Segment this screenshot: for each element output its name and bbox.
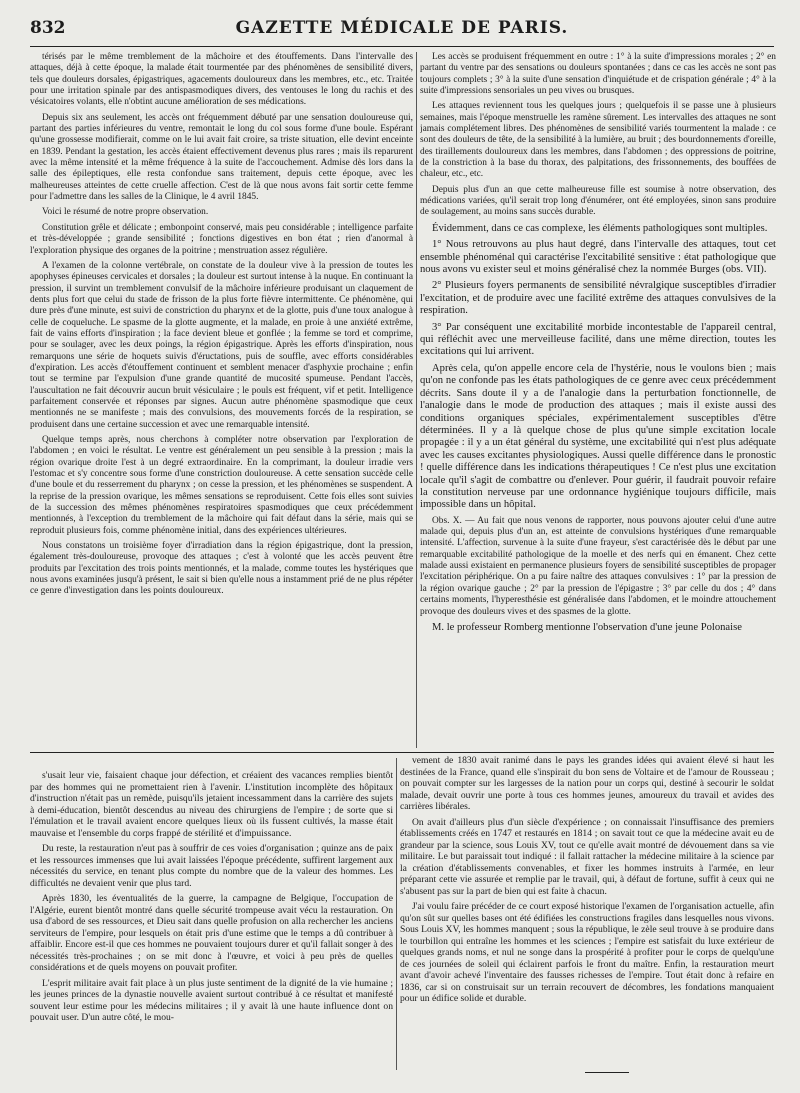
page-number: 832	[30, 18, 66, 38]
paragraph: térisés par le même tremblement de la mâchoire et des étouffements. Dans l'intervalle des attaques, déjà à cette époque, la malade était tourmentée par des phénomènes de sensibilité divers, tels que douleurs dorsales, épigastriques, agacements douloureux dans les membres, etc., etc. Traitée pour une irritation spinale par des antispasmodiques divers, des ventouses le long du rachis et des vésicatoires volants, elle n'obtint aucune amélioration de ses médications.	[30, 52, 413, 108]
top-right-column	[420, 52, 776, 748]
paragraph: Depuis six ans seulement, les accès ont fréquemment débuté par une sensation douloureuse qui, partant des parties inférieures du ventre, remontait le long du col sous forme d'une boule. Espérant qu'une grossesse modifierait, comme on le lui avait fait croire, sa triste situation, elle devint enceinte en 1839. Pendant la gestation, les accès étaient effectivement devenus plus rares ; mais ils reparurent avec la même intensité et la même fréquence à la suite de l'accouchement. Admise dès lors dans la salle des épileptiques, elle resta confondue sans traitement, depuis cette époque, avec les malheureuses atteintes de cette cruelle affection. C'est de là que nous avons fait sortir cette femme pour l'admettre dans les salles de la Clinique, le 4 avril 1845.	[30, 112, 413, 203]
paragraph: Évidemment, dans ce cas complexe, les éléments pathologiques sont multiples.	[432, 222, 768, 234]
header-rule	[30, 46, 774, 47]
paragraph: Depuis plus d'un an que cette malheureuse fille est soumise à notre observation, des médications variées, qu'il serait trop long d'énumérer, ont été employées, sinon sans produire de soulagement, au moins sans succès durable.	[420, 184, 776, 218]
end-rule	[585, 1072, 629, 1073]
paragraph: Quelque temps après, nous cherchons à compléter notre observation par l'exploration de l'abdomen ; en voici le résultat. Le ventre est généralement un peu sensible à la pression ; mais la région ovarique droite l'est à un degré extraordinaire. En la comprimant, la douleur irradie vers l'estomac et s'y concentre sous forme d'une constriction douloureuse. A cette sensation succède celle d'une boule et du resserrement du pharynx ; on cesse la pression, et les phénomènes se suspendent. A la reprise de la pression ovarique, les mêmes sensations se reproduisent. Cette fois elles sont suivies de la succession des mêmes phénomènes respiratoires spasmodiques que ceux précédemment mentionnés, à l'exception du tremblement de la mâchoire qui fait défaut dans la série, mais qui se reproduit plusieurs fois, comme phénomène initial, dans des expériences ultérieures.	[30, 435, 413, 536]
paragraph: 3° Par conséquent une excitabilité morbide incontestable de l'appareil central, qui réfléchit avec une merveilleuse facilité, dans une même direction, toutes les excitations qui lui arrivent.	[420, 321, 776, 358]
paragraph: L'esprit militaire avait fait place à un plus juste sentiment de la dignité de la vie humaine ; les jeunes princes de la dynastie nouvelle avaient surtout contribué à ce résultat et manifesté souvent leur estime pour les médecins militaires ; il y avait là une haute influence dont on pouvait user. D'un autre côté, le mou-	[30, 977, 393, 1023]
paragraph: Constitution grêle et délicate ; embonpoint conservé, mais peu considérable ; intelligence parfaite et très-développée ; grande sensibilité ; fonctions digestives en bon état ; rien d'anormal à l'exploration physique des organes de la poitrine ; menstruation assez régulière.	[30, 222, 413, 256]
column-divider	[416, 52, 417, 748]
paragraph: Obs. X. — Au fait que nous venons de rapporter, nous pouvons ajouter celui d'une autre malade qui, depuis plus d'un an, est atteinte de convulsions hystériques d'une remarquable intensité. L'affection, survenue à la suite d'une frayeur, s'est caractérisée dès le début par une remarquable excitabilité pathologique de la moelle et des nerfs qui en émanent. Chez cette malade aussi existaient en permanence plusieurs foyers de sensibilité susceptibles de propager l'excitation périphérique. On a pu faire naître des attaques convulsives : 1° par la pression de la région ovarique gauche ; 2° par la pression de l'épigastre ; 3° par celle du dos ; 4° dans certains moments, l'hyperesthésie est généralisée dans l'abdomen, et le moindre attouchement provoque des douleurs vives et des spasmes de la glotte.	[420, 515, 776, 617]
paragraph: Après 1830, les éventualités de la guerre, la campagne de Belgique, l'occupation de l'Algérie, eurent bientôt montré dans quelle sécurité trompeuse avait vécu la restauration. On usa d'abord de ses ressources, et Dieu sait dans quelle profusion on alla rechercher les anciens serviteurs de l'empire, pour lesquels on était pris d'une estime que le temps a dû contribuer à affaiblir. Encore est-il que ces hommes ne pouvaient toujours durer et qu'il fallait songer à des nécessités très-prochaines ; on se mit donc à l'œuvre, et voici à peu près de quelles considérations et de quels moyens on pouvait profiter.	[30, 893, 393, 973]
section-rule	[30, 752, 774, 753]
bottom-right-column	[400, 755, 774, 1070]
paragraph: J'ai voulu faire précéder de ce court exposé historique l'examen de l'organisation actuelle, afin qu'on sût sur quelles bases ont été édifiées les constructions fragiles dans lesquelles nous vivons. Sous Louis XV, les hommes manquent ; sous la république, le zèle seul trouve à se produire dans le tourbillon qui entraîne les hommes et les sciences ; l'empire est satisfait du luxe extérieur de quelques grands noms, et nul ne songe dans la prospérité à profiter pour le corps de quelqu'une de ces journées de soleil qui éclairent parfois le front du maître. Enfin, la restauration meurt avant d'avoir achevé l'inventaire des fausses richesses de l'empire. Tout était donc à refaire en 1836, car si on construisait sur un terrain recouvert de décombres, les fondations manquaient pour un édifice solide et durable.	[400, 901, 774, 1004]
paragraph: Les accès se produisent fréquemment en outre : 1° à la suite d'impressions morales ; 2° en partant du ventre par des sensations ou douleurs spontanées ; dans ce cas les accès ne sont pas toujours complets ; 3° à la suite d'une sensation d'inquiétude et de crispation générale ; 4° à la suite d'impressions sensoriales un peu vives ou brusques.	[420, 52, 776, 97]
paragraph: s'usait leur vie, faisaient chaque jour défection, et créaient des vacances remplies bientôt par des hommes qui ne promettaient rien à l'avenir. L'institution incomplète des hôpitaux d'instruction n'était pas un remède, puisqu'ils jetaient incessamment dans la carrière des sujets à demi-éducation, bientôt descendus au niveau des chirurgiens de l'empire ; de sorte que si l'émulation et le travail avaient encore quelques lieux où ils fussent cultivés, la masse était mauvaise et l'ensemble du corps frappé de stérilité et d'impuissance.	[30, 770, 393, 839]
paragraph: A l'examen de la colonne vertébrale, on constate de la douleur vive à la pression de toutes les apophyses épineuses cervicales et dorsales ; la douleur est surtout intense à la nuque. En continuant la pression, il survint un tremblement convulsif de la mâchoire inférieure produisant un claquement de dents plus fort que celui du stade de frisson de la plus forte fièvre intermittente. Ce phénomène, qui dure près d'une minute, est suivi de constriction du pharynx et de la glotte, puis d'une toux analogue à celle de coqueluche. Le spasme de la glotte augmente, et la malade, en proie à une anxiété extrême, fait de vains efforts d'inspiration ; la face devient bleue et gonflée ; la femme se tord et comprime, pour se soulager, avec les deux poings, la région épigastrique. Après les efforts d'inspiration, nous remarquons une série de hoquets suivis d'éructations, puis de souffle, avec efforts considérables d'expiration. Les accès d'étouffement continuent et semblent menacer d'asphyxie prochaine ; enfin tout se termine par l'expulsion d'une grande quantité de mucosité spumeuse. Pendant l'accès, l'auscultation ne fait découvrir aucun bruit vésiculaire ; le pouls est fréquent, vif et petit. Intelligence parfaitement conservée et réponses par signes. Aucun autre phénomène spasmodique que ceux mentionnés ne se manifeste ; mais des convulsions, des mouvements forcés de la respiration, se produisent dans une certaine succession et avec une remarquable intensité.	[30, 260, 413, 430]
paragraph: Voici le résumé de notre propre observation.	[42, 207, 209, 218]
paragraph: Nous constatons un troisième foyer d'irradiation dans la région épigastrique, dont la pression, également très-douloureuse, provoque des attaques ; c'est à volonté que les accès peuvent être produits par l'excitation des trois points mentionnés, et la malade, comme toutes les hystériques que nous avons examinées jusqu'à présent, le sait si bien qu'elle nous a instamment prié de ne plus répéter ce genre d'investigation dans les points douloureux.	[30, 541, 413, 597]
paragraph: Les attaques reviennent tous les quelques jours ; quelquefois il se passe une à plusieurs semaines, mais l'époque menstruelle les ramène sûrement. Les intervalles des attaques ne sont jamais complétement libres. Des phénomènes de sensibilité variés tourmentent la malade : ce sont des douleurs de tête, de la sensibilité à la lumière, au bruit ; des bourdonnements d'oreille, des tiraillements douloureux dans les membres, dans l'abdomen ; des oppressions de poitrine, de la constriction à la base du thorax, des palpitations, des frissonnements, des bouffées de chaleur, etc., etc.	[420, 101, 776, 180]
paragraph: vement de 1830 avait ranimé dans le pays les grandes idées qui avaient élevé si haut les destinées de la France, quand elle s'inspirait du bon sens de Voltaire et de l'amour de Rousseau ; on pouvait compter sur les largesses de la nation pour un corps qui, destiné à secourir le soldat malade, devait ouvrir une porte à tous ces hommes jeunes, amoureux du travail et avides des carrières libérales.	[400, 755, 774, 812]
masthead-title: GAZETTE MÉDICALE DE PARIS.	[235, 18, 569, 38]
paragraph: M. le professeur Romberg mentionne l'observation d'une jeune Polonaise	[432, 621, 742, 633]
top-left-column	[30, 52, 413, 735]
paragraph: 1° Nous retrouvons au plus haut degré, dans l'intervalle des attaques, tout cet ensemble phénoménal qui caractérise l'excitabilité sensitive : état pathologique que nous avons vu exister seul et moins généralisé chez la nommée Burges (obs. VII).	[420, 239, 776, 276]
paragraph: Après cela, qu'on appelle encore cela de l'hystérie, nous le voulons bien ; mais qu'on ne confonde pas les états pathologiques de ce genre avec ceux précédemment décrits. Sans doute il y a de l'analogie dans la perturbation fonctionnelle, de l'analogie dans le mode de production des attaques ; mais il existe aussi des conditions organiques spéciales, expérimentalement susceptibles d'être déterminées. Il y a là quelque chose de plus qu'une simple excitation locale propagée : il y a un état général du système, une excitabilité qui n'est plus adéquate avec les causes excitantes physiologiques. Aussi quelle différence dans le pronostic ! quelle différence dans les indications thérapeutiques ! Ce n'est plus une excitation locale qu'il s'agit de combattre ou d'enlever. Pour guérir, il faudrait pouvoir refaire la constitution nerveuse par une ordonnance hygiénique toujours difficile, mais impossible dans un hôpital.	[420, 362, 776, 511]
paragraph: 2° Plusieurs foyers permanents de sensibilité névralgique susceptibles d'irradier l'excitation, et de produire avec une facilité extrême des attaques convulsives de la respiration.	[420, 280, 776, 317]
paragraph: Du reste, la restauration n'eut pas à souffrir de ces voies d'organisation ; quinze ans de paix et les ressources immenses que lui avait laissées l'époque précédente, suffirent largement aux nécessités du service, en tenant plus compte du nombre que de la valeur des hommes. Les difficultés ne devaient venir que plus tard.	[30, 843, 393, 889]
page-header	[30, 18, 774, 44]
column-divider	[396, 758, 397, 1070]
paragraph: On avait d'ailleurs plus d'un siècle d'expérience ; on connaissait l'insuffisance des premiers établissements créés en 1747 et restaurés en 1814 ; on savait tout ce que la médecine avait eu de grandeur par la science, sous Louis XV, tout ce qu'elle avait montré de dévouement dans sa vie militaire. Le but paraissait tout indiqué : il fallait rattacher la médecine militaire à la science par la création d'établissements convenables, et fixer les hommes instruits à l'armée, en leur préparant cette vie assurée et remplie par le travail, qui, à défaut de fortune, suffit à ceux qui ne s'abusent pas sur la part de bien qui est faite à chacun.	[400, 816, 774, 897]
bottom-left-column	[30, 770, 393, 1070]
